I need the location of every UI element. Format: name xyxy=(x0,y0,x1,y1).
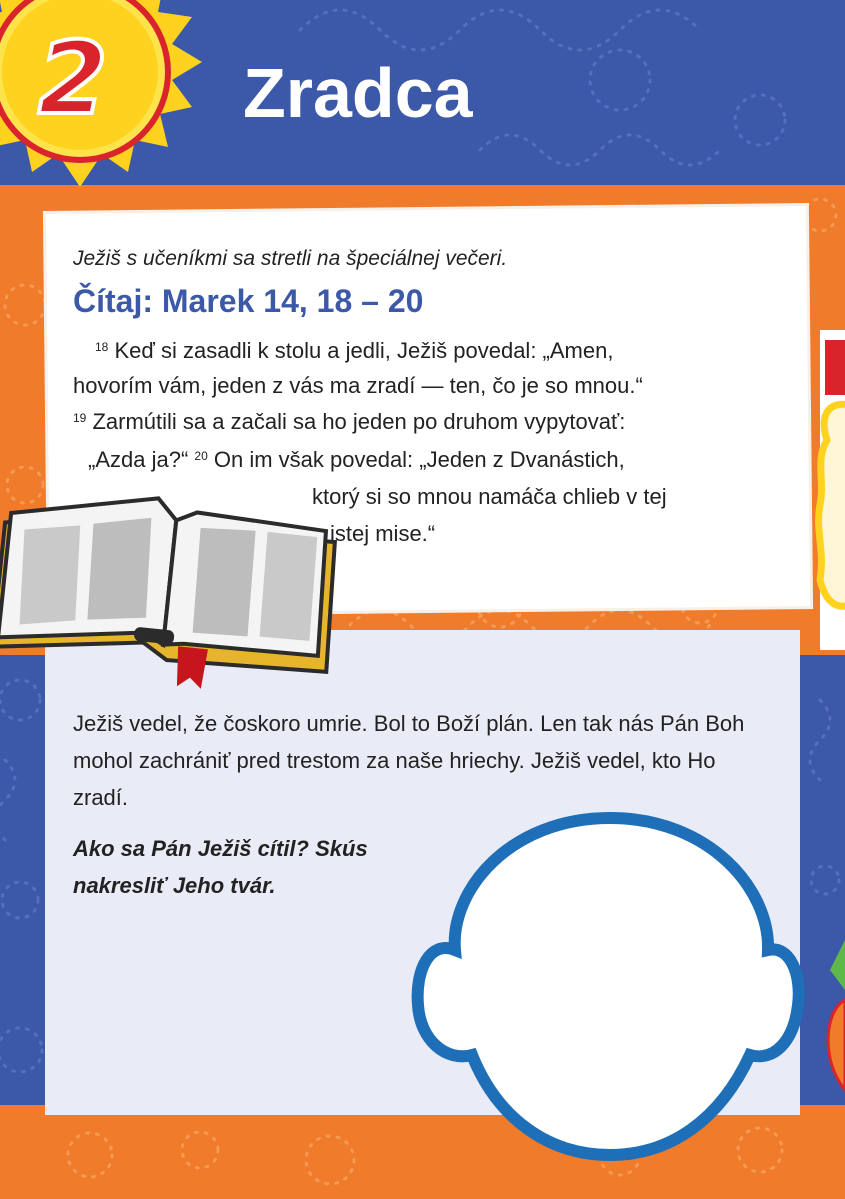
verse-text: hovorím vám, jeden z vás ma zradí — ten, čo je so mnou.“ xyxy=(73,373,643,398)
verse-line-3 xyxy=(73,409,625,435)
face-outline-drawing-area[interactable] xyxy=(410,800,805,1165)
verse-text: ktorý si so mnou namáča chlieb v tej xyxy=(312,484,667,509)
drawing-prompt: Ako sa Pán Ježiš cítil? Skús nakresliť Jeho tvár. xyxy=(73,836,368,898)
verse-text: Zarmútili sa a začali sa ho jeden po druhom vypytovať: xyxy=(86,409,626,434)
verse-line-1 xyxy=(95,338,613,364)
chapter-number: 2 xyxy=(38,20,108,137)
verse-line-2 xyxy=(73,373,643,399)
page-title: Zradca xyxy=(243,54,473,132)
verse-text: „Azda ja?“ xyxy=(88,447,195,472)
verse-text: On im však povedal: „Jeden z Dvanástich, xyxy=(207,447,625,472)
side-decoration xyxy=(805,320,845,650)
verse-line-5 xyxy=(312,484,667,510)
verse-text: istej mise.“ xyxy=(330,521,436,546)
body-paragraph: Ježiš vedel, že čoskoro umrie. Bol to Boží plán. Len tak nás Pán Boh mohol zachrániť pred trestom za naše hriechy. Ježiš vedel, kto Ho zradí. xyxy=(73,711,745,810)
reading-intro: Ježiš s učeníkmi sa stretli na špeciálnej večeri. xyxy=(73,247,508,270)
open-bible-icon xyxy=(0,470,350,690)
verse-text: Keď si zasadli k stolu a jedli, Ježiš povedal: „Amen, xyxy=(108,338,614,363)
sun-badge-icon xyxy=(0,0,240,200)
reading-title: Čítaj: Marek 14, 18 – 20 xyxy=(73,283,424,319)
verse-number: 19 xyxy=(73,411,87,425)
side-fruit xyxy=(820,930,845,1110)
verse-number: 20 xyxy=(194,449,208,463)
verse-number: 18 xyxy=(95,340,109,354)
